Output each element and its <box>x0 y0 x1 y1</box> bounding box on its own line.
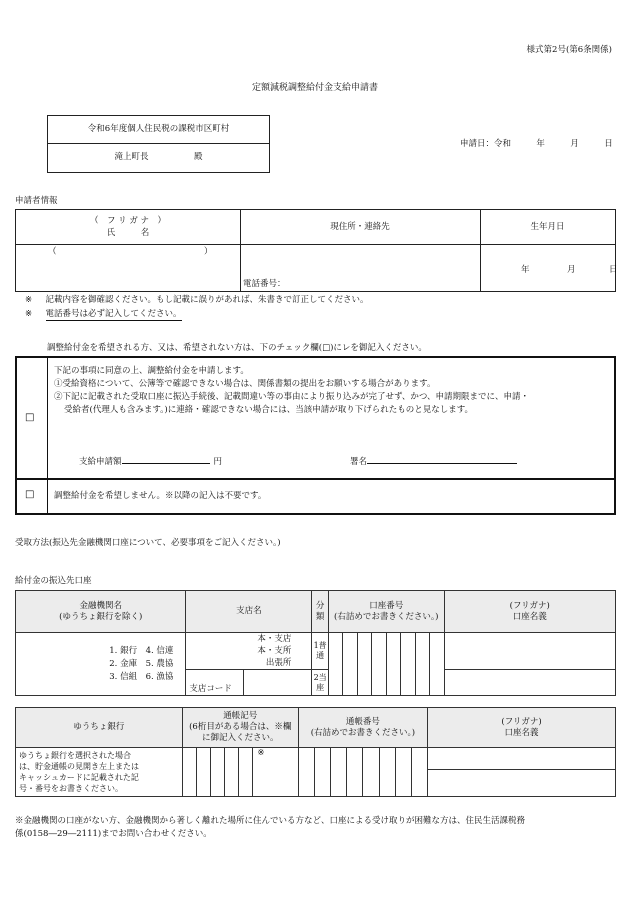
yucho-holder-name[interactable] <box>428 770 616 797</box>
account-holder-name[interactable] <box>444 670 615 696</box>
number-digit-3[interactable] <box>331 748 347 797</box>
address-label: 現住所・連絡先 <box>330 222 390 232</box>
amount-field[interactable]: 支給申請額 円 <box>79 454 222 468</box>
symbol-digit-2[interactable] <box>196 748 210 797</box>
col-branch: 支店名 <box>186 591 312 633</box>
paren-open: （ <box>48 247 57 257</box>
application-date-label: 申請日：令和 <box>460 139 512 149</box>
dob-year: 年 <box>521 265 530 275</box>
col-yucho: ゆうちょ銀行 <box>16 708 183 748</box>
bank-name-field[interactable]: 1. 銀行 4. 信連 2. 金庫 5. 農協 3. 信組 6. 漁協 <box>16 633 186 696</box>
branch-code-field[interactable] <box>244 670 312 696</box>
furigana-label: （ フ リ ガ ナ ） <box>89 216 167 226</box>
type-current[interactable]: 2当座 <box>312 670 329 696</box>
dob-label: 生年月日 <box>530 222 565 232</box>
number-digit-1[interactable] <box>298 748 314 797</box>
account-digit-5[interactable] <box>386 633 400 696</box>
symbol-digit-4[interactable] <box>225 748 239 797</box>
account-digit-3[interactable] <box>357 633 371 696</box>
account-digit-1[interactable] <box>328 633 342 696</box>
name-label: 氏 名 <box>106 228 150 238</box>
number-digit-6[interactable] <box>379 748 395 797</box>
bank-section-title: 給付金の振込先口座 <box>15 576 92 586</box>
addressee-box <box>47 115 270 173</box>
col-account-holder: (フリガナ) 口座名義 <box>444 591 615 633</box>
addressee-municipality: 令和6年度個人住民税の課税市区町村 <box>87 124 230 134</box>
type-ordinary[interactable]: 1普通 <box>312 633 329 670</box>
decline-checkbox[interactable]: □ <box>25 489 35 500</box>
apply-checkbox[interactable]: □ <box>25 412 35 423</box>
branch-name-field[interactable]: 本・支店 本・支所 出張所 <box>186 633 312 670</box>
account-digit-6[interactable] <box>401 633 415 696</box>
paren-close: ） <box>204 247 213 257</box>
signature-field[interactable]: 署名 <box>350 454 517 468</box>
applicant-section-title: 申請者情報 <box>15 196 58 206</box>
account-digit-2[interactable] <box>343 633 357 696</box>
dob-month: 月 <box>567 265 576 275</box>
account-digit-4[interactable] <box>372 633 386 696</box>
application-date-day: 日 <box>604 139 613 149</box>
number-digit-5[interactable] <box>363 748 379 797</box>
col-bank-name: 金融機関名 (ゆうちょ銀行を除く) <box>16 591 186 633</box>
symbol-digit-1[interactable] <box>182 748 196 797</box>
symbol-digit-3[interactable] <box>210 748 224 797</box>
options-box <box>15 356 616 515</box>
application-date[interactable] <box>460 139 613 150</box>
account-digit-8[interactable] <box>430 633 444 696</box>
bank-table <box>15 590 616 696</box>
account-digit-7[interactable] <box>415 633 429 696</box>
addressee-suffix: 殿 <box>193 152 203 162</box>
addressee-mayor: 滝上町長 <box>114 152 149 162</box>
form-number: 様式第2号(第6条関係) <box>526 45 612 55</box>
note-1: ※ 記載内容を御確認ください。もし記載に誤りがあれば、朱書きで訂正してください。 <box>25 295 369 305</box>
yucho-holder-furigana[interactable] <box>428 748 616 770</box>
name-field[interactable] <box>16 245 240 291</box>
number-digit-7[interactable] <box>395 748 411 797</box>
branch-code-label: 支店コード <box>186 670 244 696</box>
col-passbook-symbol: 通帳記号 (6桁目がある場合は、※欄 に御記入ください。 <box>182 708 298 748</box>
applicant-table <box>15 209 616 292</box>
account-holder-furigana[interactable] <box>444 633 615 670</box>
decline-text: 調整給付金を希望しません。※以降の記入は不要です。 <box>54 491 267 501</box>
number-digit-8[interactable] <box>411 748 427 797</box>
symbol-digit-6[interactable]: ※ <box>253 748 298 797</box>
number-digit-4[interactable] <box>347 748 363 797</box>
col-type: 分類 <box>312 591 329 633</box>
checkbox-instruction: 調整給付金を希望される方、又は、希望されない方は、下のチェック欄(□)にレを御記入ください。 <box>47 343 427 353</box>
yucho-table <box>15 707 616 797</box>
application-date-year: 年 <box>536 139 545 149</box>
address-field[interactable] <box>241 245 480 291</box>
note-2: ※ 電話番号は必ず記入してください。 <box>25 309 182 319</box>
receipt-method: 受取方法(振込先金融機関口座について、必要事項をご記入ください。) <box>15 538 281 548</box>
dob-day: 日 <box>609 265 618 275</box>
page-title: 定額減税調整給付金支給申請書 <box>251 83 378 93</box>
apply-text: 下記の事項に同意の上、調整給付金を申請します。 ①受給資格について、公簿等で確認できない場合は、関係書類の提出をお願いする場合があります。 ②下記に記載された受取口座に振込手続後、記載間違い等の事由により振り込みが完了せず、かつ、申請期限までに、申請・ 受給者(代理人も含みます。)に連絡・確認できない場合には、当該申請が取り下げられたものと見なします。 <box>54 366 529 415</box>
yucho-note: ゆうちょ銀行を選択された場合 は、貯金通帳の見開き左上または キャッシュカードに記載された記 号・番号をお書きください。 <box>16 748 183 797</box>
phone-label: 電話番号： <box>243 279 286 290</box>
col-yucho-holder: (フリガナ) 口座名義 <box>428 708 616 748</box>
col-passbook-number: 通帳番号 (右詰めでお書きください。) <box>298 708 427 748</box>
col-account-number: 口座番号 (右詰めでお書きください。) <box>328 591 444 633</box>
footer-note: ※金融機関の口座がない方、金融機関から著しく離れた場所に住んでいる方など、口座による受け取りが困難な方は、住民生活課税務 係(0158―29―2111)までお問い合わせください。 <box>15 816 526 839</box>
application-date-month: 月 <box>570 139 579 149</box>
symbol-digit-5[interactable] <box>239 748 253 797</box>
number-digit-2[interactable] <box>314 748 330 797</box>
